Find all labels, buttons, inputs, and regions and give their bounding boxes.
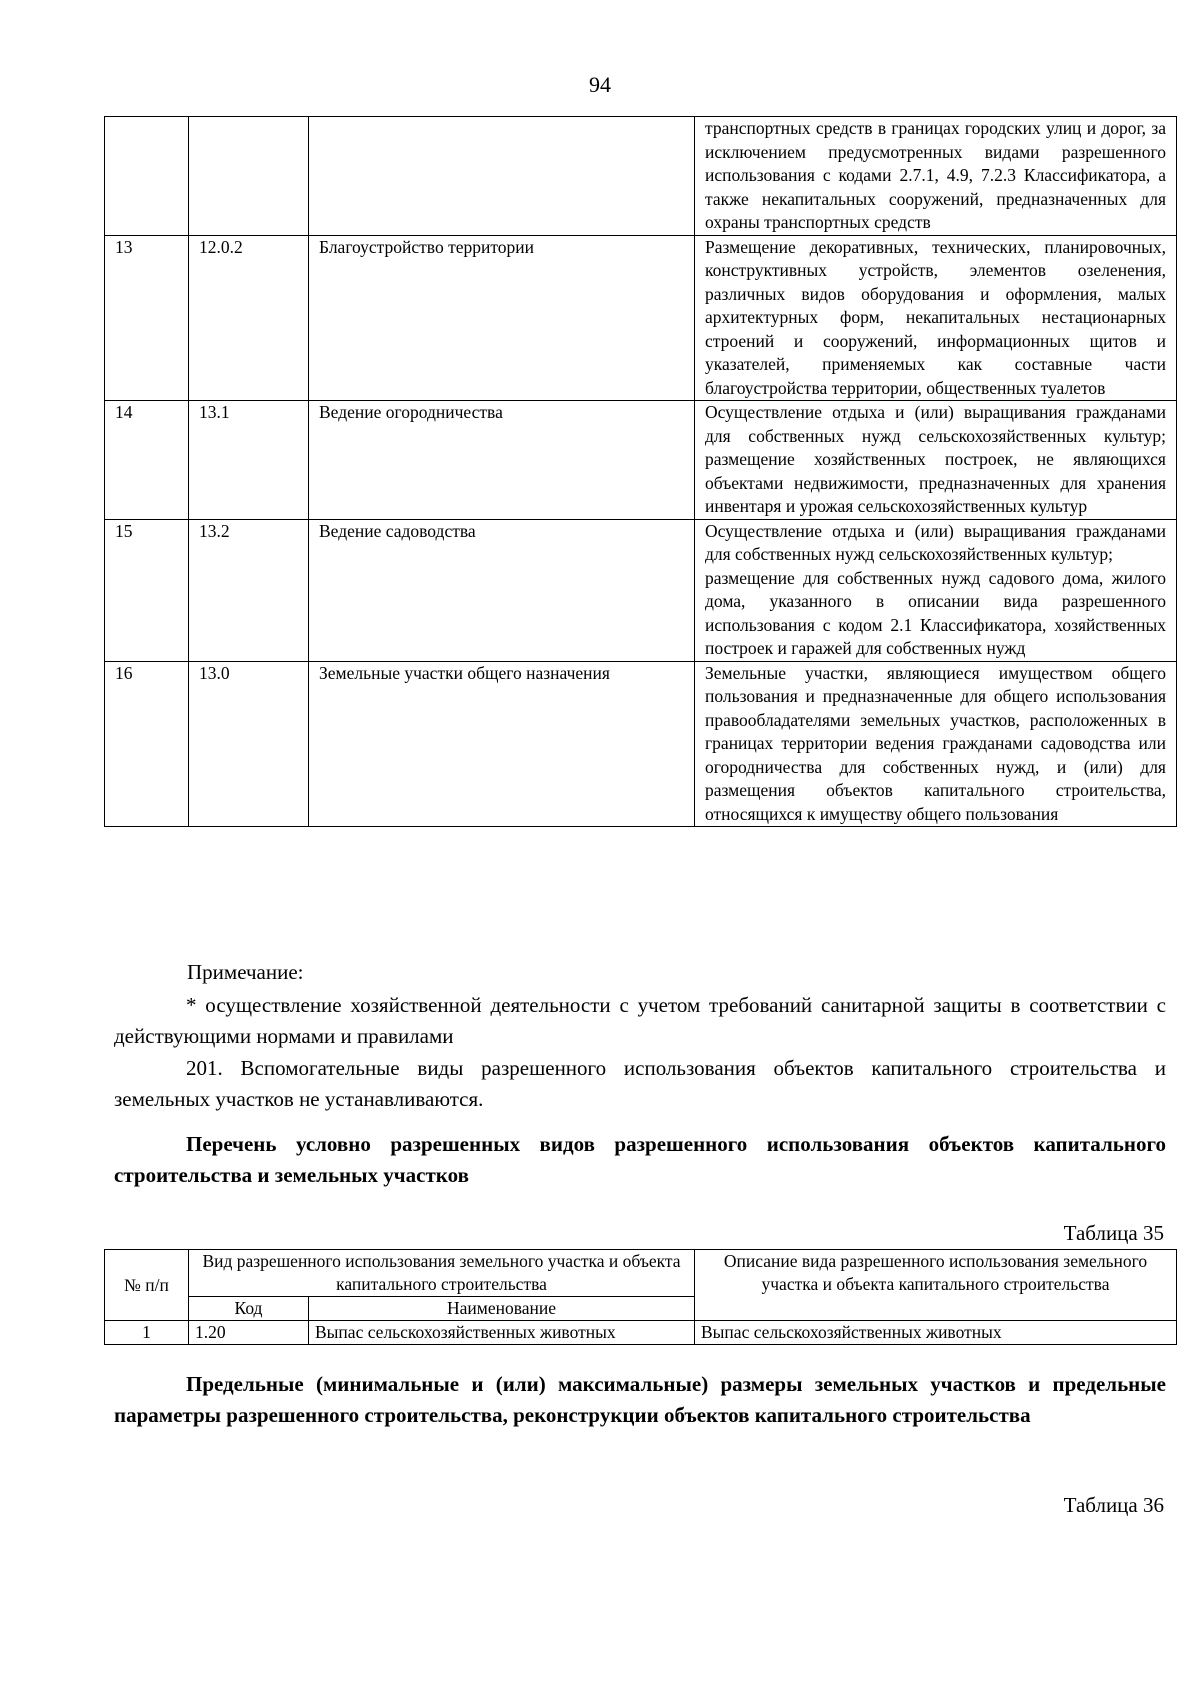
row-description: Земельные участки, являющиеся имуществом общего пользования и предназначенные для общего использования правообладателями земельных участков, расположенных в границах территории ведения гражданами садоводства или огородничества для собственных нужд, и (или) для размещения объектов капитального строительства, относящихся к имуществу общего пользования xyxy=(695,661,1177,827)
table-35-caption: Таблица 35 xyxy=(1063,1221,1164,1245)
table-row xyxy=(105,519,1177,661)
row-name: Ведение огородничества xyxy=(309,401,695,520)
row-number: 15 xyxy=(105,519,189,661)
row-number: 13 xyxy=(105,235,189,401)
note-text: * осуществление хозяйственной деятельности с учетом требований санитарной защиты в соответствии с действующими нормами и правилами xyxy=(114,993,1166,1048)
conditional-use-table xyxy=(104,1249,1177,1345)
row-description: Выпас сельскохозяйственных животных xyxy=(695,1321,1177,1345)
permitted-use-table xyxy=(104,116,1177,827)
row-number: 14 xyxy=(105,401,189,520)
row-code: 13.2 xyxy=(189,519,309,661)
table-row xyxy=(105,661,1177,827)
header-description: Описание вида разрешенного использования земельного участка и объекта капитального строительства xyxy=(695,1250,1177,1321)
row-number: 1 xyxy=(105,1321,189,1345)
note-label: Примечание: xyxy=(187,960,304,984)
row-code xyxy=(189,117,309,236)
row-description: Осуществление отдыха и (или) выращивания гражданами для собственных нужд сельскохозяйственных культур; размещение для собственных нужд садового дома, жилого дома, указанного в описании вида разрешенного использования с кодом 2.1 Классификатора, хозяйственных построек и гаражей для собственных нужд xyxy=(695,519,1177,661)
row-name: Ведение садоводства xyxy=(309,519,695,661)
row-description: транспортных средств в границах городских улиц и дорог, за исключением предусмотренных видами разрешенного использования с кодами 2.7.1, 4.9, 7.2.3 Классификатора, а также некапитальных сооружений, предназначенных для охраны транспортных средств xyxy=(695,117,1177,236)
row-code: 13.1 xyxy=(189,401,309,520)
table-36-caption: Таблица 36 xyxy=(1063,1493,1164,1517)
table-row xyxy=(105,235,1177,401)
row-name: Земельные участки общего назначения xyxy=(309,661,695,827)
row-name xyxy=(309,117,695,236)
row-code: 12.0.2 xyxy=(189,235,309,401)
header-name: Наименование xyxy=(309,1297,695,1321)
row-code: 13.0 xyxy=(189,661,309,827)
table-row xyxy=(105,117,1177,236)
page-number: 94 xyxy=(589,72,611,97)
row-name: Выпас сельскохозяйственных животных xyxy=(309,1321,695,1345)
paragraph-201: 201. Вспомогательные виды разрешенного использования объектов капитального строительства и земельных участков не устанавливаются. xyxy=(114,1056,1166,1111)
table-row xyxy=(105,1321,1177,1345)
header-use-type: Вид разрешенного использования земельного участка и объекта капитального строительства xyxy=(189,1250,695,1297)
row-code: 1.20 xyxy=(189,1321,309,1345)
row-name: Благоустройство территории xyxy=(309,235,695,401)
row-number xyxy=(105,117,189,236)
row-description: Размещение декоративных, технических, планировочных, конструктивных устройств, элементов озеленения, различных видов оборудования и оформления, малых архитектурных форм, некапитальных нестационарных строений и сооружений, информационных щитов и указателей, применяемых как составные части благоустройства территории, общественных туалетов xyxy=(695,235,1177,401)
row-number: 16 xyxy=(105,661,189,827)
header-code: Код xyxy=(189,1297,309,1321)
header-number: № п/п xyxy=(105,1250,189,1321)
heading-conditional-uses: Перечень условно разрешенных видов разрешенного использования объектов капитального строительства и земельных участков xyxy=(114,1132,1166,1187)
table-row xyxy=(105,401,1177,520)
row-description: Осуществление отдыха и (или) выращивания гражданами для собственных нужд сельскохозяйственных культур; размещение хозяйственных построек, не являющихся объектами недвижимости, предназначенных для хранения инвентаря и урожая сельскохозяйственных культур xyxy=(695,401,1177,520)
heading-limit-parameters: Предельные (минимальные и (или) максимальные) размеры земельных участков и предельные параметры разрешенного строительства, реконструкции объектов капитального строительства xyxy=(114,1372,1166,1427)
table-header-row xyxy=(105,1250,1177,1297)
